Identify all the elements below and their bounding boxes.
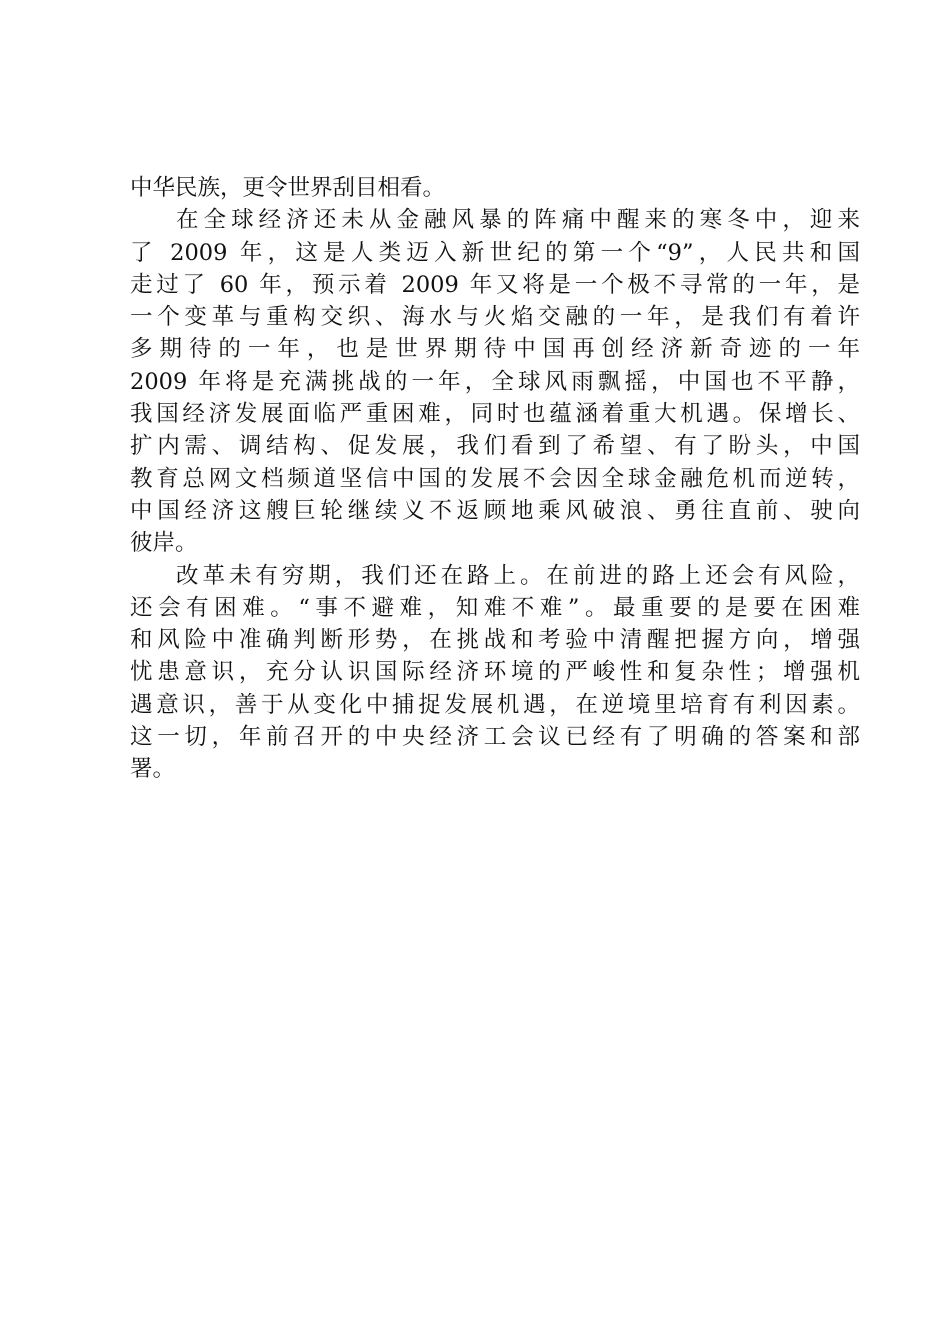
text-line: 忧患意识，充分认识国际经济环境的严峻性和复杂性；增强机 <box>130 659 860 686</box>
text-line: 教育总网文档频道坚信中国的发展不会因全球金融危机而逆转， <box>130 465 860 492</box>
text-line: 我国经济发展面临严重困难，同时也蕴涵着重大机遇。保增长、 <box>130 401 860 428</box>
text-line: 遇意识，善于从变化中捕捉发展机遇，在逆境里培育有利因素。 <box>130 691 860 718</box>
text-line: 多期待的一年，也是世界期待中国再创经济新奇迹的一年 <box>130 336 860 363</box>
paragraph-first-line: 在全球经济还未从金融风暴的阵痛中醒来的寒冬中，迎来 <box>176 207 860 234</box>
text-line: 中华民族，更令世界刮目相看。 <box>130 175 446 201</box>
text-line: 这一切，年前召开的中央经济工会议已经有了明确的答案和部 <box>130 724 860 751</box>
text-line: 署。 <box>130 756 176 783</box>
text-line: 中国经济这艘巨轮继续义不返顾地乘风破浪、勇往直前、驶向 <box>130 497 860 524</box>
text-line: 扩内需、调结构、促发展，我们看到了希望、有了盼头，中国 <box>130 433 860 460</box>
text-line: 彼岸。 <box>130 530 198 557</box>
paragraph-first-line: 改革未有穷期，我们还在路上。在前进的路上还会有风险， <box>176 562 860 589</box>
text-line: 和风险中准确判断形势，在挑战和考验中清醒把握方向，增强 <box>130 627 860 654</box>
text-line: 了 2009 年，这是人类迈入新世纪的第一个“9”，人民共和国 <box>130 239 860 266</box>
document-body <box>130 172 860 786</box>
text-line: 一个变革与重构交织、海水与火焰交融的一年，是我们有着许 <box>130 304 860 331</box>
text-line: 还会有困难。“事不避难，知难不难”。最重要的是要在困难 <box>130 594 860 621</box>
text-line: 2009 年将是充满挑战的一年，全球风雨飘摇，中国也不平静， <box>130 368 860 395</box>
text-line: 走过了 60 年，预示着 2009 年又将是一个极不寻常的一年，是 <box>130 271 860 298</box>
